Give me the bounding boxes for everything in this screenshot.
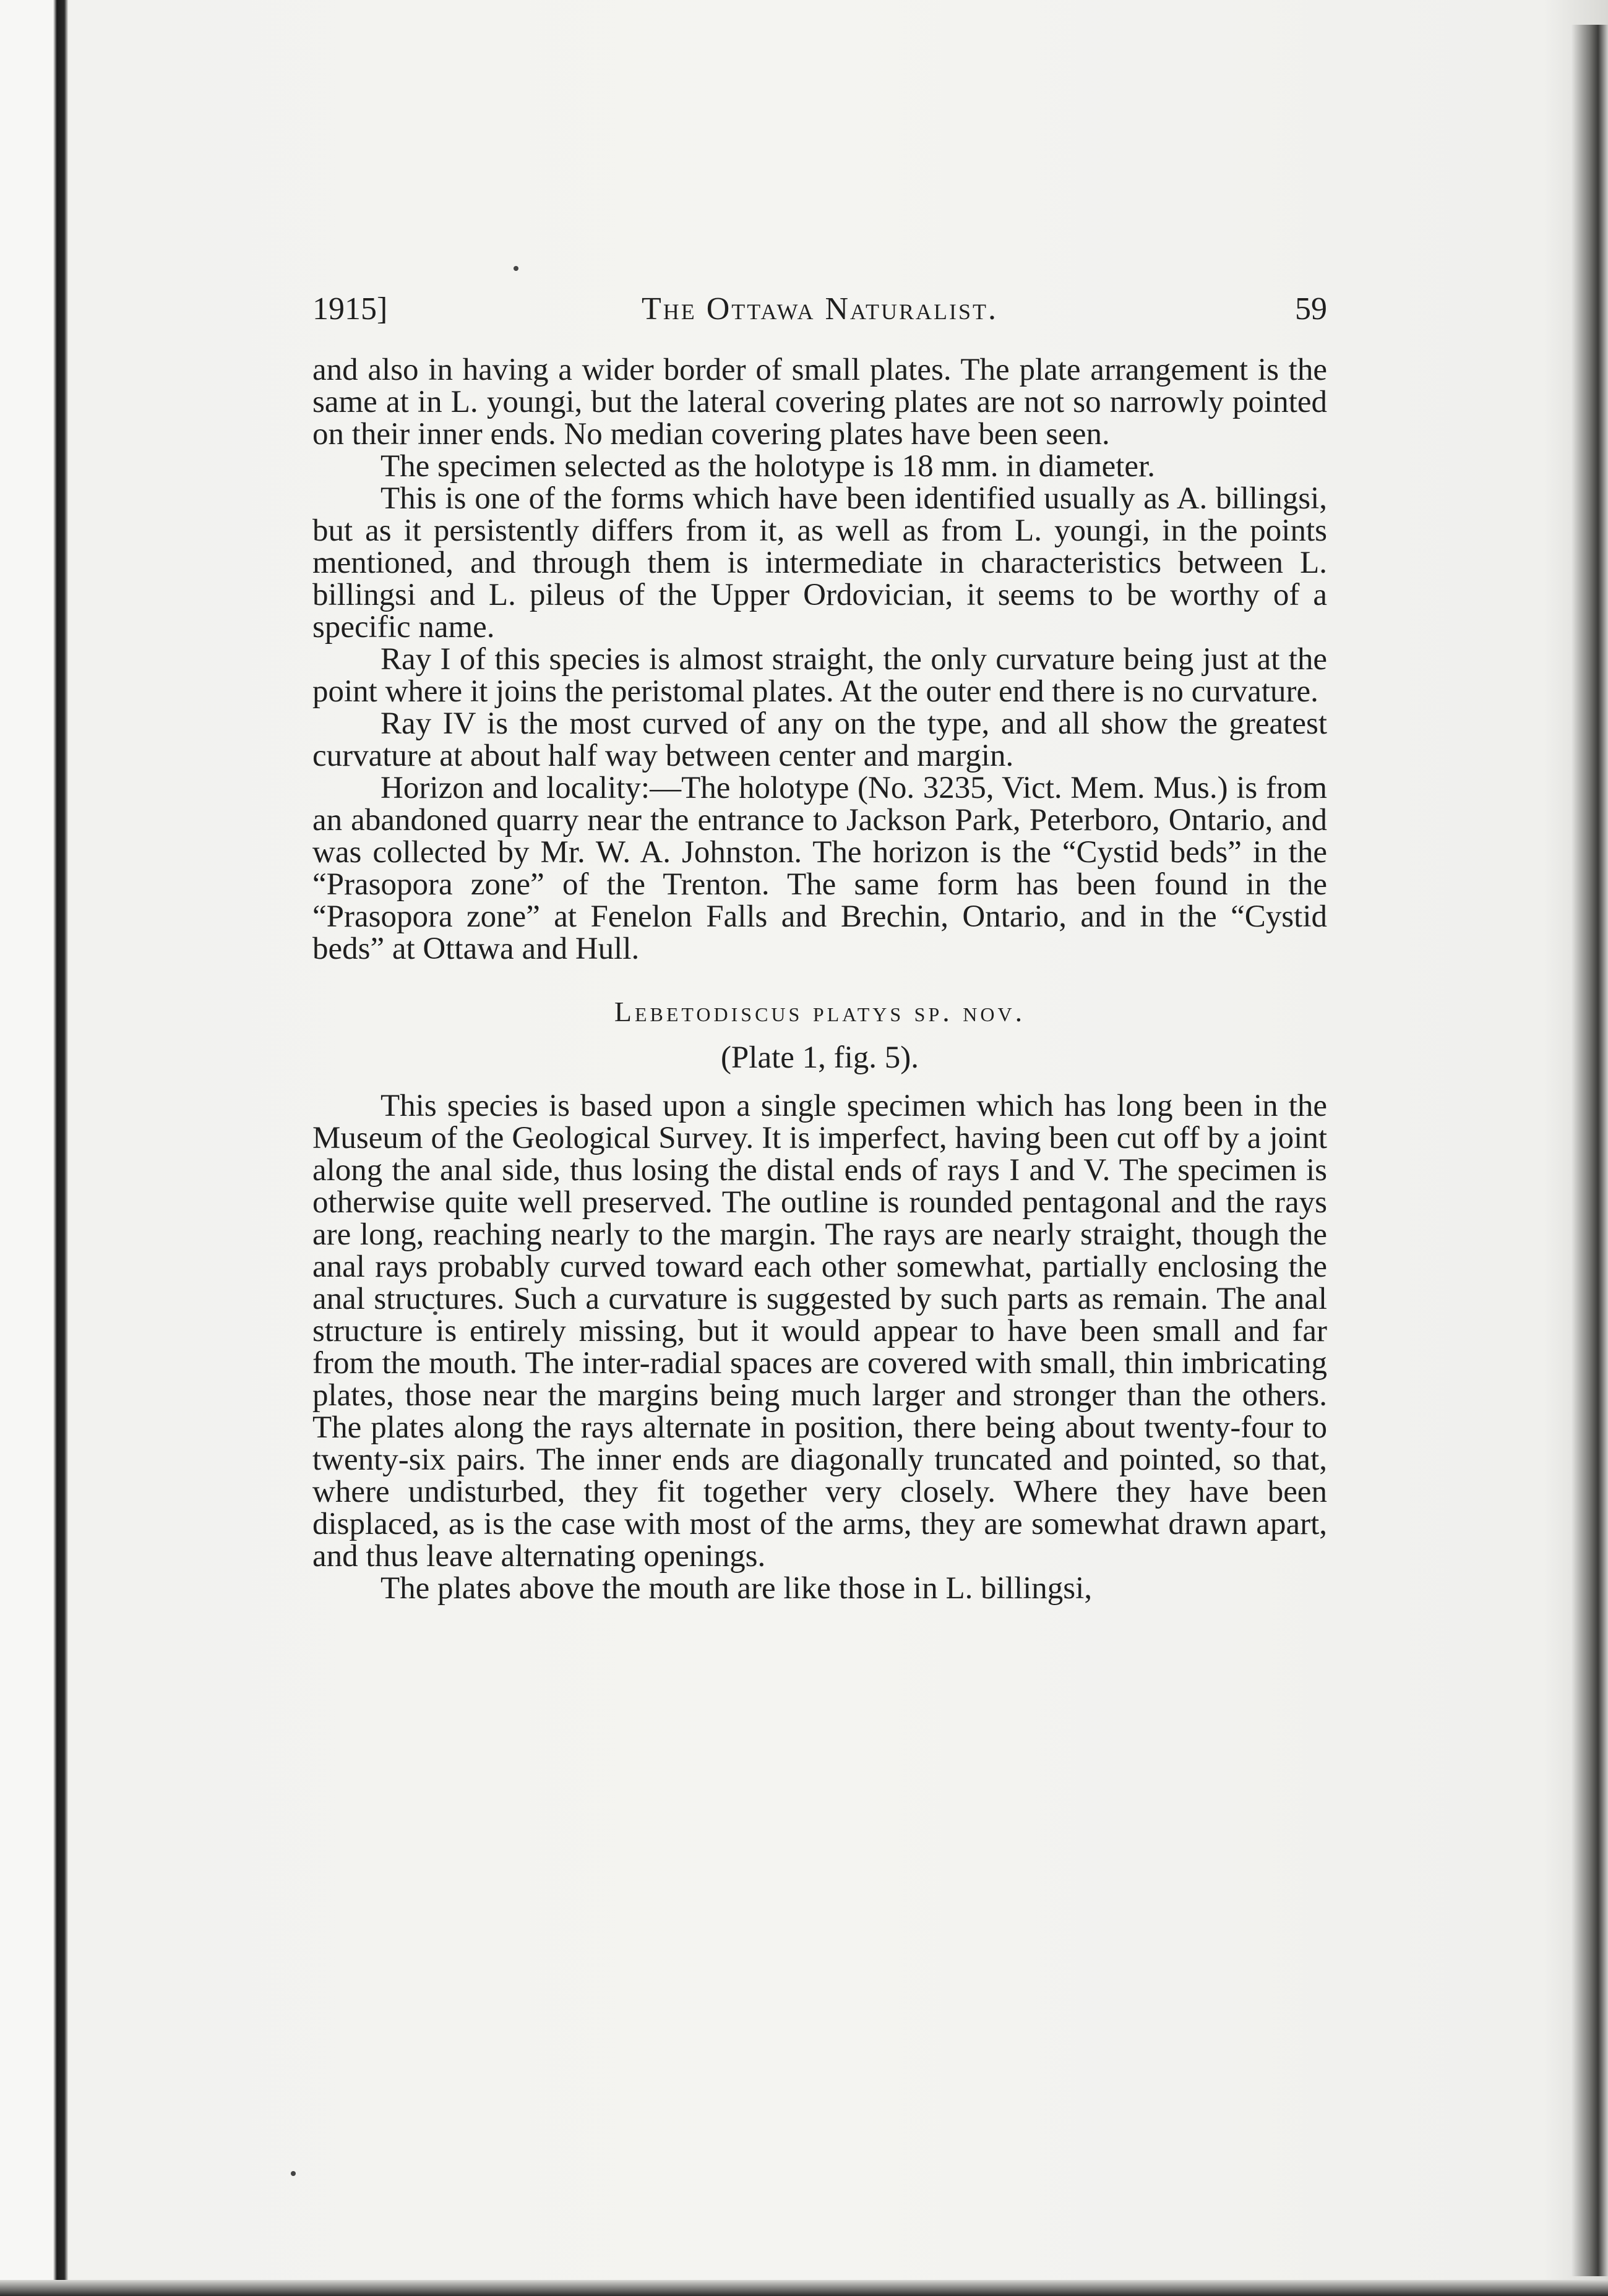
scan-speck (514, 266, 518, 271)
paragraph: This is one of the forms which have been identified usually as A. billingsi, but as it persistently differs from it, as well as from L. youngi, in the points mentioned, and through them is intermediate in characteristics between L. billingsi and L. pileus of the Upper Ordovician, it seems to be worthy of a specific name. (312, 481, 1327, 645)
journal-title: The Ottawa Naturalist. (641, 291, 999, 327)
paragraph: The specimen selected as the holotype is 18 mm. in diameter. (381, 449, 1155, 484)
scan-speck (291, 2171, 296, 2176)
paragraph: Horizon and locality:—The holotype (No. 3235, Vict. Mem. Mus.) is from an abandoned quarry near the entrance to Jackson Park, Peterboro, Ontario, and was collected by Mr. W. A. Johnston. The horizon is the “Cystid beds” in the “Prasopora zone” of the Trenton. The same form has been found in the “Prasopora zone” at Fenelon Falls and Brechin, Ontario, and in the “Cystid beds” at Ottawa and Hull. (312, 771, 1327, 966)
paragraph: This species is based upon a single specimen which has long been in the Museum of the Geological Survey. It is imperfect, having been cut off by a joint along the anal side, thus losing the distal ends of rays I and V. The specimen is otherwise quite well preserved. The outline is rounded pentagonal and the rays are long, reaching nearly to the margin. The rays are nearly straight, though the anal rays probably curved toward each other somewhat, partially enclosing the anal structures. Such a curvature is suggested by such parts as remain. The anal structure is entirely missing, but it would appear to have been small and far from the mouth. The inter-radial spaces are covered with small, thin imbricating plates, those near the margins being much larger and stronger than the others. The plates along the rays alternate in position, there being about twenty-four to twenty-six pairs. The inner ends are diagonally truncated and pointed, so that, where undisturbed, they fit together very closely. Where they have been displaced, as is the case with most of the arms, they are somewhat drawn apart, and thus leave alternating openings. (312, 1089, 1327, 1574)
page-number: 59 (1295, 291, 1327, 327)
plate-reference: (Plate 1, fig. 5). (720, 1040, 919, 1075)
paragraph: and also in having a wider border of small plates. The plate arrangement is the same at in L. youngi, but the lateral covering plates are not so narrowly pointed on their inner ends. No median covering plates have been seen. (312, 353, 1327, 452)
body-text (312, 354, 1327, 1604)
paragraph: The plates above the mouth are like those in L. billingsi, (381, 1571, 1093, 1606)
header-year: 1915] (312, 291, 388, 327)
page-binding-edge (0, 0, 68, 2296)
species-heading: Lebetodiscus platys sp. nov. (614, 996, 1026, 1027)
paragraph: Ray I of this species is almost straight, the only curvature being just at the point where it joins the peristomal plates. At the outer end there is no curvature. (312, 642, 1327, 709)
page-bottom-edge (0, 2280, 1608, 2296)
page-right-edge (1571, 25, 1608, 2276)
running-header (312, 291, 1327, 334)
paragraph: Ray IV is the most curved of any on the type, and all show the greatest curvature at about half way between center and margin. (312, 706, 1327, 773)
